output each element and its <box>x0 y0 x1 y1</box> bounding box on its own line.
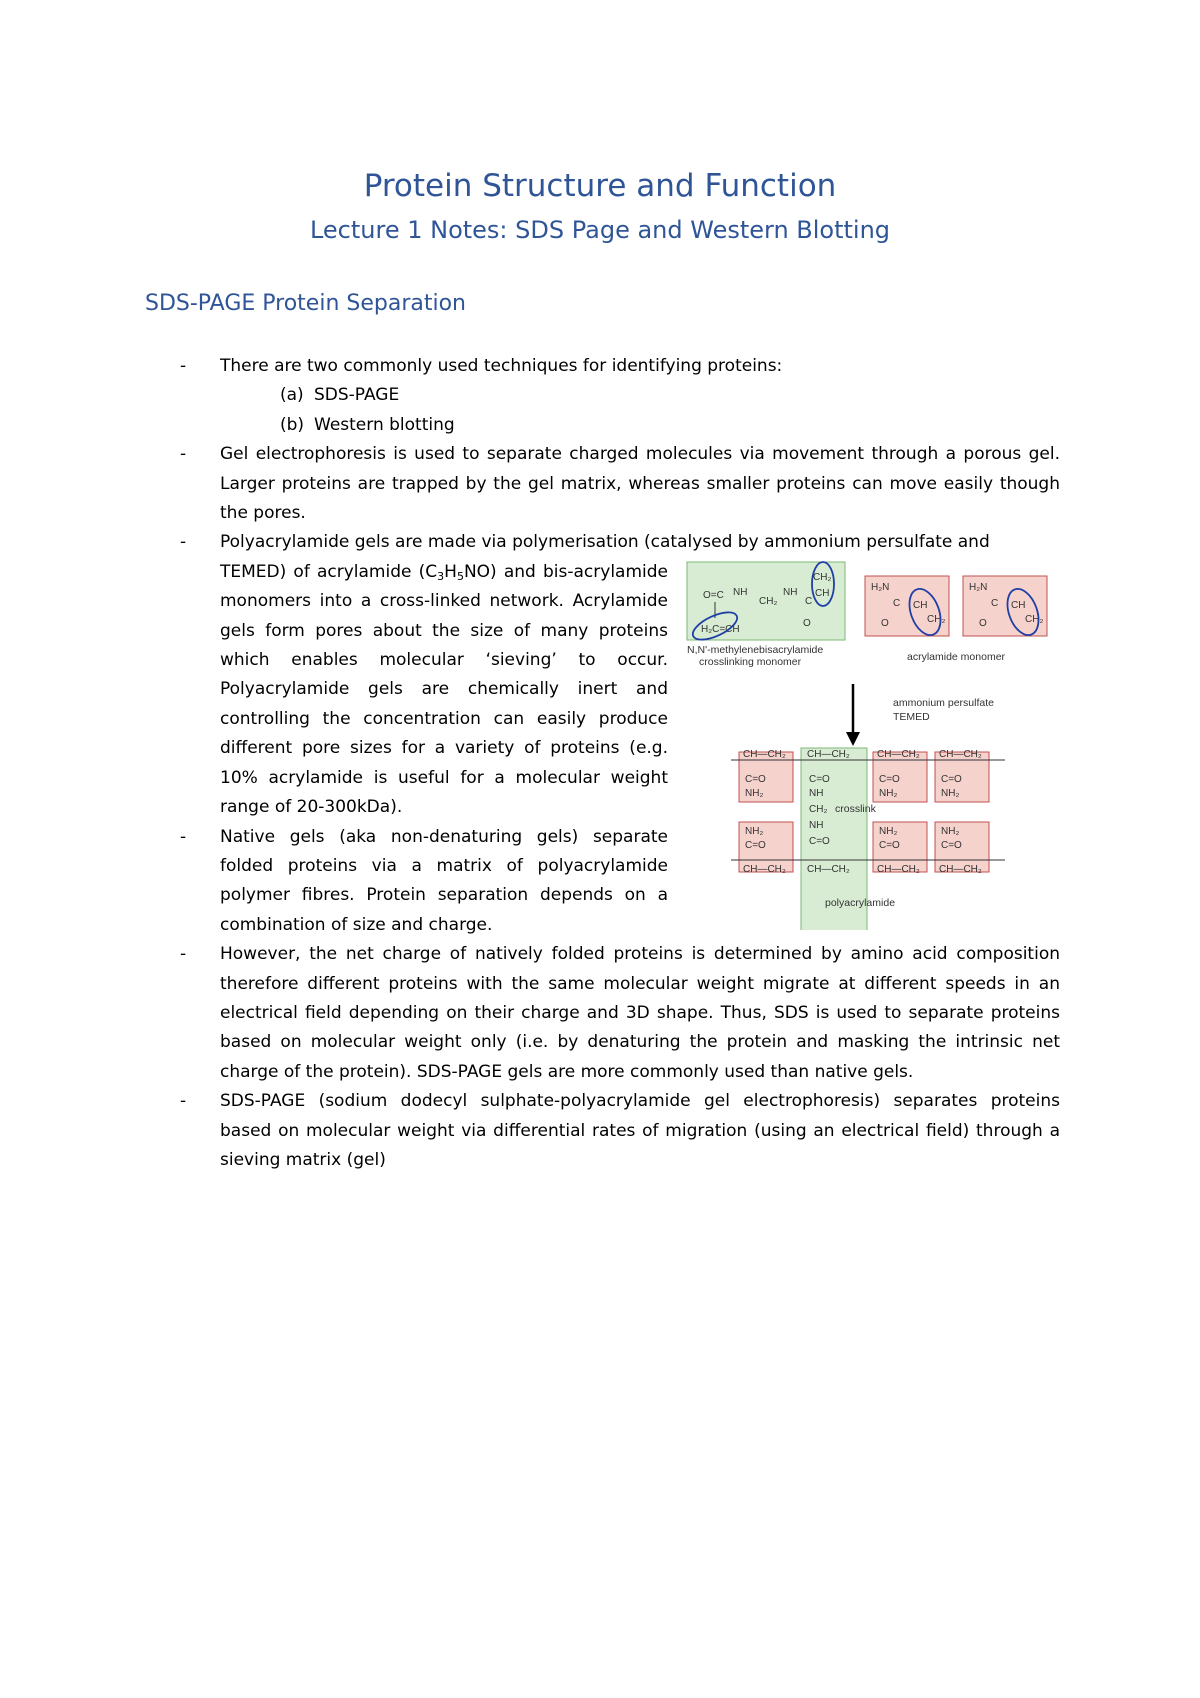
chem-label: CH₂ <box>1025 614 1044 625</box>
chem-label: C=O <box>879 840 900 851</box>
bullet-dash: - <box>180 444 187 465</box>
bullet-item-2 <box>180 440 1060 528</box>
polymer-caption: polyacrylamide <box>825 897 896 909</box>
bullet-lead-text: Polyacrylamide gels are made via polymerisation (catalysed by ammonium persulfate and <box>220 532 990 553</box>
chem-label: NH₂ <box>879 826 898 837</box>
chem-label: C <box>893 598 901 609</box>
bullet-dash: - <box>180 1091 187 1112</box>
bullet-item-1 <box>180 352 1060 381</box>
chem-label: CH—CH₂ <box>939 864 982 875</box>
bullet-dash: - <box>180 826 187 847</box>
chem-label: O <box>979 618 987 629</box>
chem-label: CH—CH₂ <box>743 749 786 760</box>
text-run: H <box>444 561 457 582</box>
bullet-item-6 <box>180 1087 1060 1175</box>
chem-label: CH₂ <box>809 804 828 815</box>
sub-item-letter: (b) <box>280 414 305 435</box>
chem-label: C=O <box>941 840 962 851</box>
chem-label: C=O <box>809 836 830 847</box>
chem-label: C <box>805 596 813 607</box>
chem-label: C <box>991 598 999 609</box>
chem-label: CH—CH₂ <box>807 864 850 875</box>
chem-label: O <box>803 618 811 629</box>
text-run: NO) and bis-acrylamide monomers into a cross-linked network. Acrylamide gels form pores about the size of many proteins which enables molecular ‘sieving’ to occur. Polyacrylamide gels are chemically inert and controlling the concentration can easily produce different pore sizes for a variety of proteins (e.g. 10% acrylamide is useful for a molecular weight range of 20-300kDa). <box>220 561 668 818</box>
chem-label: CH—CH₂ <box>877 864 920 875</box>
chem-label: NH₂ <box>745 788 764 799</box>
chem-label: CH₂ <box>813 572 832 583</box>
sub-item-a <box>180 381 1060 410</box>
crosslink-label: crosslink <box>835 803 876 815</box>
bullet-text: There are two commonly used techniques for identifying proteins: <box>220 356 783 376</box>
chem-label: NH₂ <box>745 826 764 837</box>
chem-label: CH <box>1011 600 1026 611</box>
chem-label: CH—CH₂ <box>877 749 920 760</box>
bullet-text: Native gels (aka non-denaturing gels) separate folded proteins via a matrix of polyacrylamide polymer fibres. Protein separation depends on a combination of size and charge. <box>220 826 668 935</box>
bullet-text: SDS-PAGE (sodium dodecyl sulphate-polyacrylamide gel electrophoresis) separates proteins based on molecular weight via differential rates of migration (using an electrical field) through a sieving matrix (gel) <box>220 1091 1060 1170</box>
sub-item-letter: (a) <box>280 385 304 406</box>
chem-label: CH <box>913 600 928 611</box>
chem-label: C=O <box>745 774 766 785</box>
chem-label: CH <box>815 588 830 599</box>
chem-label: H₂N <box>871 582 890 593</box>
bullet-dash: - <box>180 532 187 553</box>
chem-label: CH₂ <box>759 596 778 607</box>
bullet-dash: - <box>180 944 187 965</box>
bullet-item-5 <box>180 940 1060 1087</box>
chem-label: NH₂ <box>941 826 960 837</box>
section-heading: SDS-PAGE Protein Separation <box>145 291 466 316</box>
chem-label: C=O <box>809 774 830 785</box>
crosslinker-caption: crosslinking monomer <box>699 656 802 668</box>
chem-label: CH—CH₂ <box>939 749 982 760</box>
chem-label: H₂N <box>969 582 988 593</box>
subscript: 3 <box>437 569 445 583</box>
chem-label: NH₂ <box>879 788 898 799</box>
polyacrylamide-figure <box>675 560 1075 930</box>
sub-item-text: SDS-PAGE <box>314 385 400 406</box>
chem-label: NH <box>783 587 798 598</box>
document-subtitle: Lecture 1 Notes: SDS Page and Western Blotting <box>309 216 891 244</box>
chem-label: H₂C=CH <box>701 624 740 635</box>
sub-item-b <box>180 411 1060 440</box>
chem-label: C=O <box>745 840 766 851</box>
bullet-wrapped-text <box>220 558 668 823</box>
catalyst-label: TEMED <box>893 711 930 723</box>
chem-label: C=O <box>941 774 962 785</box>
chem-label: NH <box>809 788 824 799</box>
chem-label: CH₂ <box>927 614 946 625</box>
chem-label: O=C <box>703 590 724 601</box>
bullet-text: Gel electrophoresis is used to separate charged molecules via movement through a porous gel. Larger proteins are trapped by the gel matrix, whereas smaller proteins can move easily though the pores. <box>220 444 1060 524</box>
chem-label: NH <box>809 820 824 831</box>
chem-label: CH—CH₂ <box>807 749 850 760</box>
text-run: TEMED) of acrylamide (C <box>220 561 438 582</box>
chem-label: C=O <box>879 774 900 785</box>
reaction-arrowhead <box>846 732 860 746</box>
subscript: 5 <box>456 569 464 583</box>
sub-item-text: Western blotting <box>314 414 455 435</box>
chem-label: O <box>881 618 889 629</box>
chem-label: NH <box>733 587 748 598</box>
chem-label: NH₂ <box>941 788 960 799</box>
bullet-text: However, the net charge of natively folded proteins is determined by amino acid composition therefore different proteins with the same molecular weight migrate at different speeds in an electrical field depending on their charge and 3D shape. Thus, SDS is used to separate proteins based on molecular weight only (i.e. by denaturing the protein and masking the intrinsic net charge of the protein). SDS-PAGE gels are more commonly used than native gels. <box>220 944 1060 1082</box>
bullet-dash: - <box>180 356 187 376</box>
polymerisation-diagram <box>675 560 1075 930</box>
crosslinker-caption: N,N'-methylenebisacrylamide <box>687 644 824 656</box>
document-title: Protein Structure and Function <box>363 168 837 204</box>
catalyst-label: ammonium persulfate <box>893 697 994 709</box>
chem-label: CH—CH₂ <box>743 864 786 875</box>
monomer-caption: acrylamide monomer <box>907 651 1006 663</box>
